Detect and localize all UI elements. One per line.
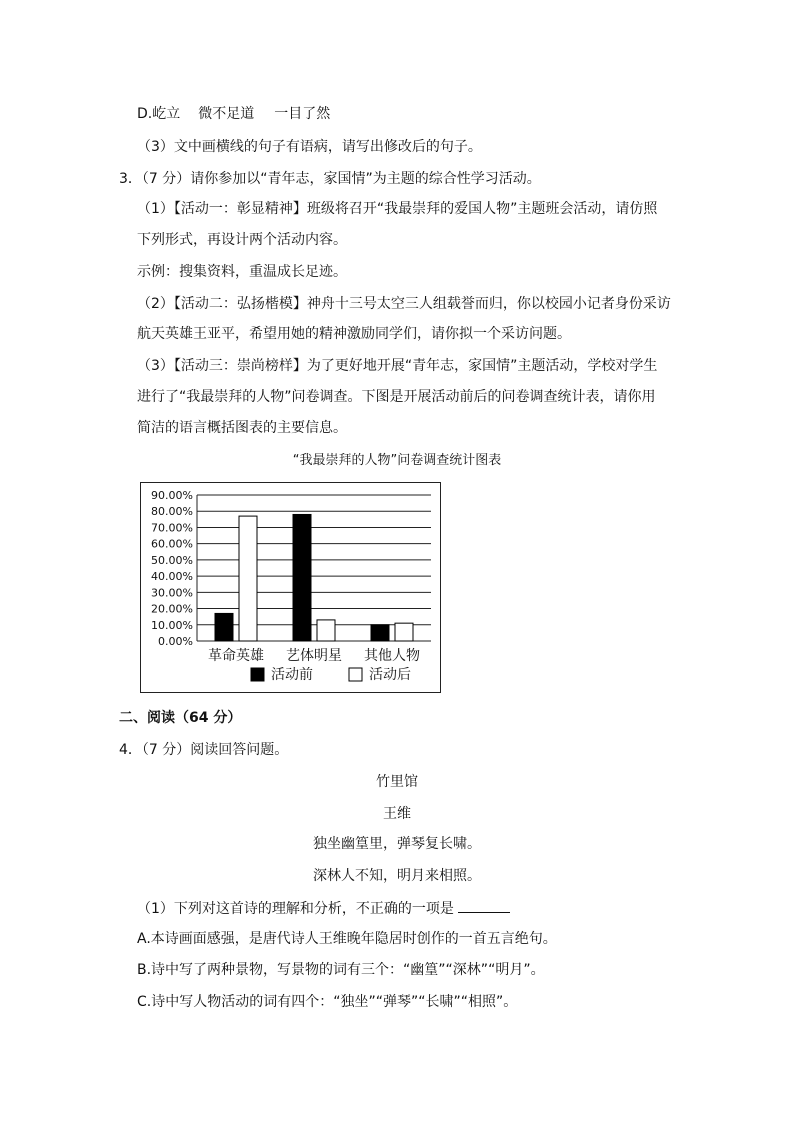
q3-example: 示例：搜集资料，重温成长足迹。 (137, 264, 347, 280)
q4-sub1-text: （1）下列对这首诗的理解和分析，不正确的一项是 (137, 901, 454, 917)
option-d-letter: D. (137, 106, 153, 122)
q4-option-c: C.诗中写人物活动的词有四个：“独坐”“弹琴”“长啸”“相照”。 (137, 994, 518, 1010)
y-tick-label: 50.00% (151, 553, 193, 567)
category-label: 其他人物 (364, 648, 420, 664)
q3-activity1-line1: （1）【活动一：彰显精神】班级将召开“我最崇拜的爱国人物”主题班会活动，请仿照 (137, 201, 658, 217)
bar-after (395, 623, 413, 641)
q3-activity3-line3: 简洁的语言概括图表的主要信息。 (137, 420, 347, 436)
legend-label: 活动后 (369, 667, 411, 683)
q4-option-a: A.本诗画面感强，是唐代诗人王维晚年隐居时创作的一首五言绝句。 (137, 931, 557, 947)
option-d-word-1: 屹立 (152, 106, 181, 122)
y-tick-label: 60.00% (151, 537, 193, 551)
y-tick-label: 0.00% (158, 635, 193, 648)
category-label: 革命英雄 (208, 648, 264, 664)
chart-title: “我最崇拜的人物”问卷调查统计图表 (292, 453, 502, 468)
y-tick-label: 10.00% (151, 618, 193, 632)
q2-sub3: （3）文中画横线的句子有语病，请写出修改后的句子。 (137, 139, 482, 155)
y-tick-label: 90.00% (151, 489, 193, 502)
legend-label: 活动前 (271, 667, 313, 683)
poem-line-2: 深林人不知，明月来相照。 (313, 868, 481, 884)
y-tick-label: 40.00% (151, 570, 193, 584)
q3-activity2-line2: 航天英雄王亚平，希望用她的精神激励同学们，请你拟一个采访问题。 (137, 326, 571, 342)
q4-option-b: B.诗中写了两种景物，写景物的词有三个：“幽篁”“深林”“明月”。 (137, 962, 545, 978)
category-label: 艺体明星 (286, 648, 342, 664)
bar-after (317, 620, 335, 641)
bar-before (293, 514, 311, 641)
bar-before (371, 625, 389, 641)
legend-swatch (349, 668, 362, 681)
option-d (137, 104, 330, 124)
answer-blank[interactable] (458, 898, 510, 913)
q3-activity1-line2: 下列形式，再设计两个活动内容。 (137, 232, 347, 248)
y-tick-label: 30.00% (151, 586, 193, 600)
bar-chart (141, 483, 440, 692)
q3-activity2-line1: （2）【活动二：弘扬楷模】神舟十三号太空三人组载誉而归，你以校园小记者身份采访 (137, 296, 671, 312)
poem-author: 王维 (383, 806, 411, 822)
q3-heading: 3．（7 分）请你参加以“青年志，家国情”为主题的综合性学习活动。 (119, 171, 541, 187)
chart-frame (140, 482, 441, 693)
bar-after (239, 516, 257, 641)
y-tick-label: 20.00% (151, 602, 193, 616)
poem-line-1: 独坐幽篁里，弹琴复长啸。 (313, 836, 481, 852)
section-2-title: 二、阅读（64 分） (119, 710, 242, 726)
bar-before (215, 613, 233, 641)
q3-activity3-line2: 进行了“我最崇拜的人物”问卷调查。下图是开展活动前后的问卷调查统计表，请你用 (137, 389, 656, 405)
option-d-word-3: 一目了然 (274, 106, 331, 122)
option-d-word-2: 微不足道 (198, 106, 255, 122)
q3-activity3-line1: （3）【活动三：崇尚榜样】为了更好地开展“青年志，家国情”主题活动，学校对学生 (137, 358, 658, 374)
poem-title: 竹里馆 (376, 774, 418, 790)
q4-heading: 4．（7 分）阅读回答问题。 (119, 742, 289, 758)
y-tick-label: 70.00% (151, 521, 193, 535)
y-tick-label: 80.00% (151, 505, 193, 519)
q4-sub1 (137, 898, 510, 919)
legend-swatch (251, 668, 264, 681)
